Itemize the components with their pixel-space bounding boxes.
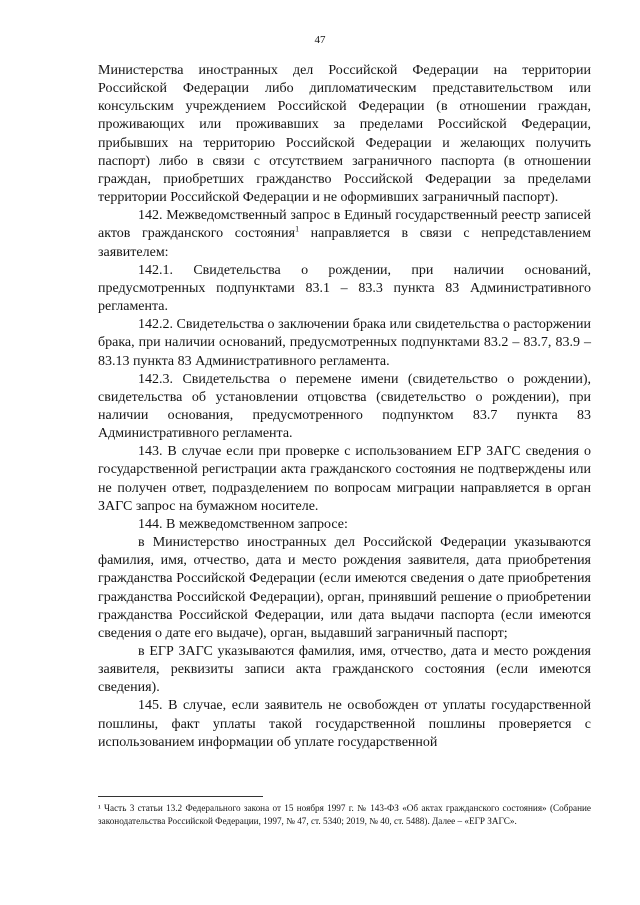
footnote-divider	[98, 796, 263, 797]
footnote-text: ¹ Часть 3 статьи 13.2 Федерального закона от 15 ноября 1997 г. № 143-ФЗ «Об актах гражданского состояния» (Собрание законодательства Российской Федерации, 1997, № 47, ст. 5340; 2019, № 40, ст. 5488). Далее – «ЕГР ЗАГС».	[98, 803, 591, 826]
paragraph-144: 144. В межведомственном запросе:	[138, 516, 348, 532]
paragraph-144-mid: в Министерство иностранных дел Российской Федерации указываются фамилия, имя, отчество, дата и место рождения заявителя, дата приобретения гражданства Российской Федерации (если имеются сведения о дате приобретения гражданства Российской Федерации), орган, принявший решение о приобретении гражданства Российской Федерации, или дата выдачи паспорта (если имеются сведения о дате его выдаче), орган, выдавший заграничный паспорт;	[98, 535, 591, 641]
paragraph-144-egr: в ЕГР ЗАГС указываются фамилия, имя, отчество, дата и место рождения заявителя, реквизиты записи акта гражданского состояния (если имеются сведения).	[98, 644, 591, 696]
paragraph-142-1: 142.1. Свидетельства о рождении, при наличии оснований, предусмотренных подпунктами 83.1 – 83.3 пункта 83 Административного регламента.	[98, 262, 591, 315]
paragraph-143: 143. В случае если при проверке с использованием ЕГР ЗАГС сведения о государственной регистрации акта гражданского состояния не подтверждены или не получен ответ, подразделением по вопросам миграции направляется в орган ЗАГС запрос на бумажном носителе.	[98, 444, 591, 514]
paragraph-142-text: 142. Межведомственный запрос в Единый государственный реестр записей актов гражданского состояния	[98, 208, 591, 242]
paragraph-continuation: Министерства иностранных дел Российской Федерации на территории Российской Федерации либо дипломатическим представительством или консульским учреждением Российской Федерации (в отношении граждан, проживающих или проживавших за пределами Российской Федерации, прибывших на территорию Российской Федерации и желающих получить паспорт) либо в связи с отсутствием заграничного паспорта (в отношении граждан, приобретших гражданство Российской Федерации за пределами территории Российской Федерации и не оформивших заграничный паспорт).	[98, 63, 591, 206]
paragraph-145: 145. В случае, если заявитель не освобожден от уплаты государственной пошлины, факт уплаты такой государственной пошлины проверяется с использованием информации об уплате государственной	[98, 698, 591, 750]
footnote-reference: 1	[295, 224, 300, 234]
document-body	[98, 62, 591, 752]
paragraph-142-2: 142.2. Свидетельства о заключении брака или свидетельства о расторжении брака, при наличии оснований, предусмотренных подпунктами 83.2 – 83.7, 83.9 – 83.13 пункта 83 Административного регламента.	[98, 317, 591, 369]
paragraph-142	[98, 207, 591, 261]
footnote	[98, 802, 591, 828]
paragraph-142-text-end: направляется в связи с непредставлением заявителем:	[98, 226, 592, 260]
page-number: 47	[314, 34, 326, 46]
paragraph-142-3: 142.3. Свидетельства о перемене имени (свидетельство о рождении), свидетельства об установлении отцовства (свидетельство о рождении), при наличии основания, предусмотренного подпунктом 83.7 пункта 83 Административного регламента.	[98, 371, 591, 442]
